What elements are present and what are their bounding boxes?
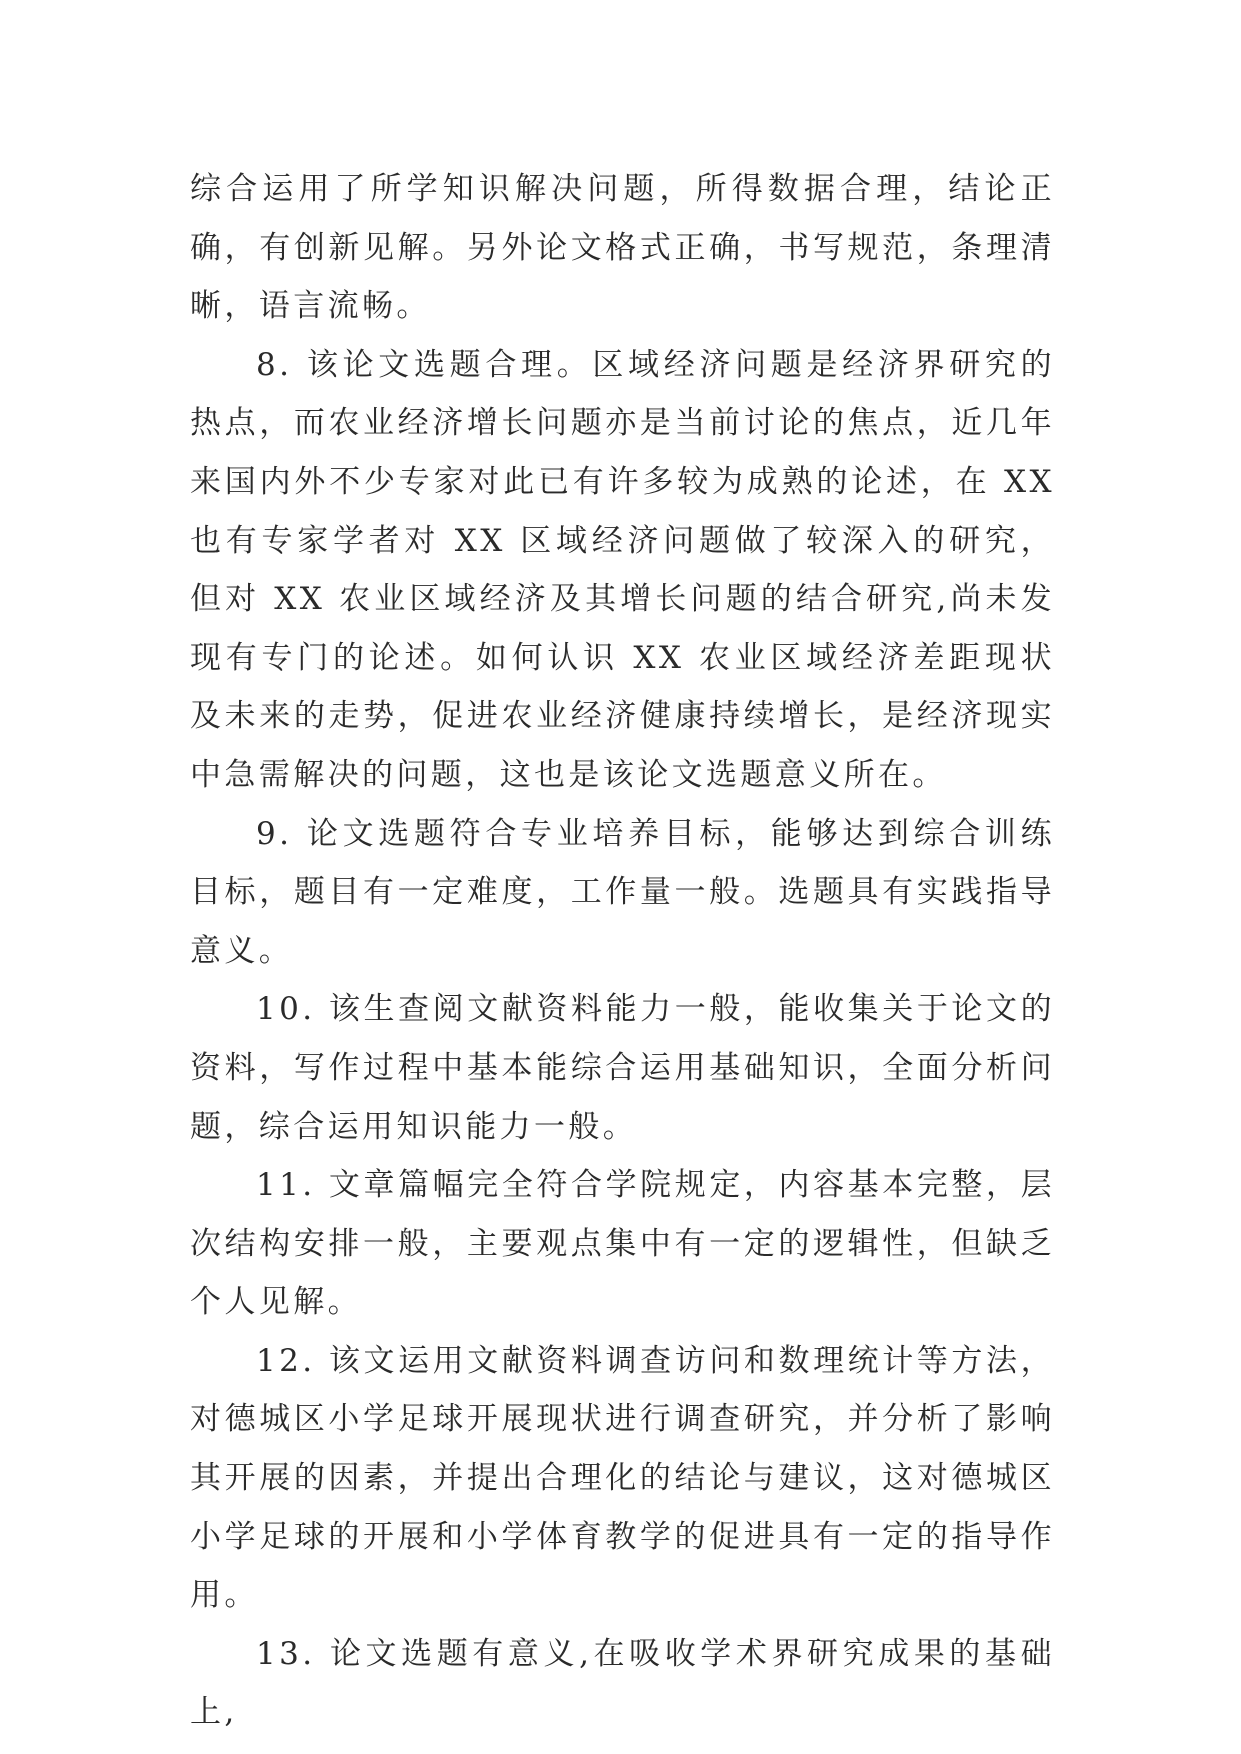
paragraph-continuation: 综合运用了所学知识解决问题，所得数据合理，结论正确，有创新见解。另外论文格式正确，书写规范，条理清晰，语言流畅。 xyxy=(190,171,1055,325)
paragraph-item-10: 10. 该生查阅文献资料能力一般，能收集关于论文的资料，写作过程中基本能综合运用基础知识，全面分析问题，综合运用知识能力一般。 xyxy=(190,991,1055,1145)
paragraph-item-9: 9. 论文选题符合专业培养目标，能够达到综合训练目标，题目有一定难度，工作量一般。选题具有实践指导意义。 xyxy=(190,815,1055,969)
paragraph-item-11: 11. 文章篇幅完全符合学院规定，内容基本完整，层次结构安排一般，主要观点集中有一定的逻辑性，但缺乏个人见解。 xyxy=(190,1167,1055,1321)
paragraph-item-13: 13. 论文选题有意义,在吸收学术界研究成果的基础上, xyxy=(190,1635,1055,1731)
document-body xyxy=(190,160,1055,1742)
paragraph-item-8: 8. 该论文选题合理。区域经济问题是经济界研究的热点，而农业经济增长问题亦是当前讨论的焦点，近几年来国内外不少专家对此已有许多较为成熟的论述，在 XX 也有专家学者对 XX 区域经济问题做了较深入的研究，但对 XX 农业区域经济及其增长问题的结合研究,尚未发现有专门的论述。如何认识 XX 农业区域经济差距现状及未来的走势，促进农业经济健康持续增长，是经济现实中急需解决的问题，这也是该论文选题意义所在。 xyxy=(190,346,1055,793)
paragraph-item-12: 12. 该文运用文献资料调查访问和数理统计等方法，对德城区小学足球开展现状进行调查研究，并分析了影响其开展的因素，并提出合理化的结论与建议，这对德城区小学足球的开展和小学体育教学的促进具有一定的指导作用。 xyxy=(190,1342,1055,1614)
